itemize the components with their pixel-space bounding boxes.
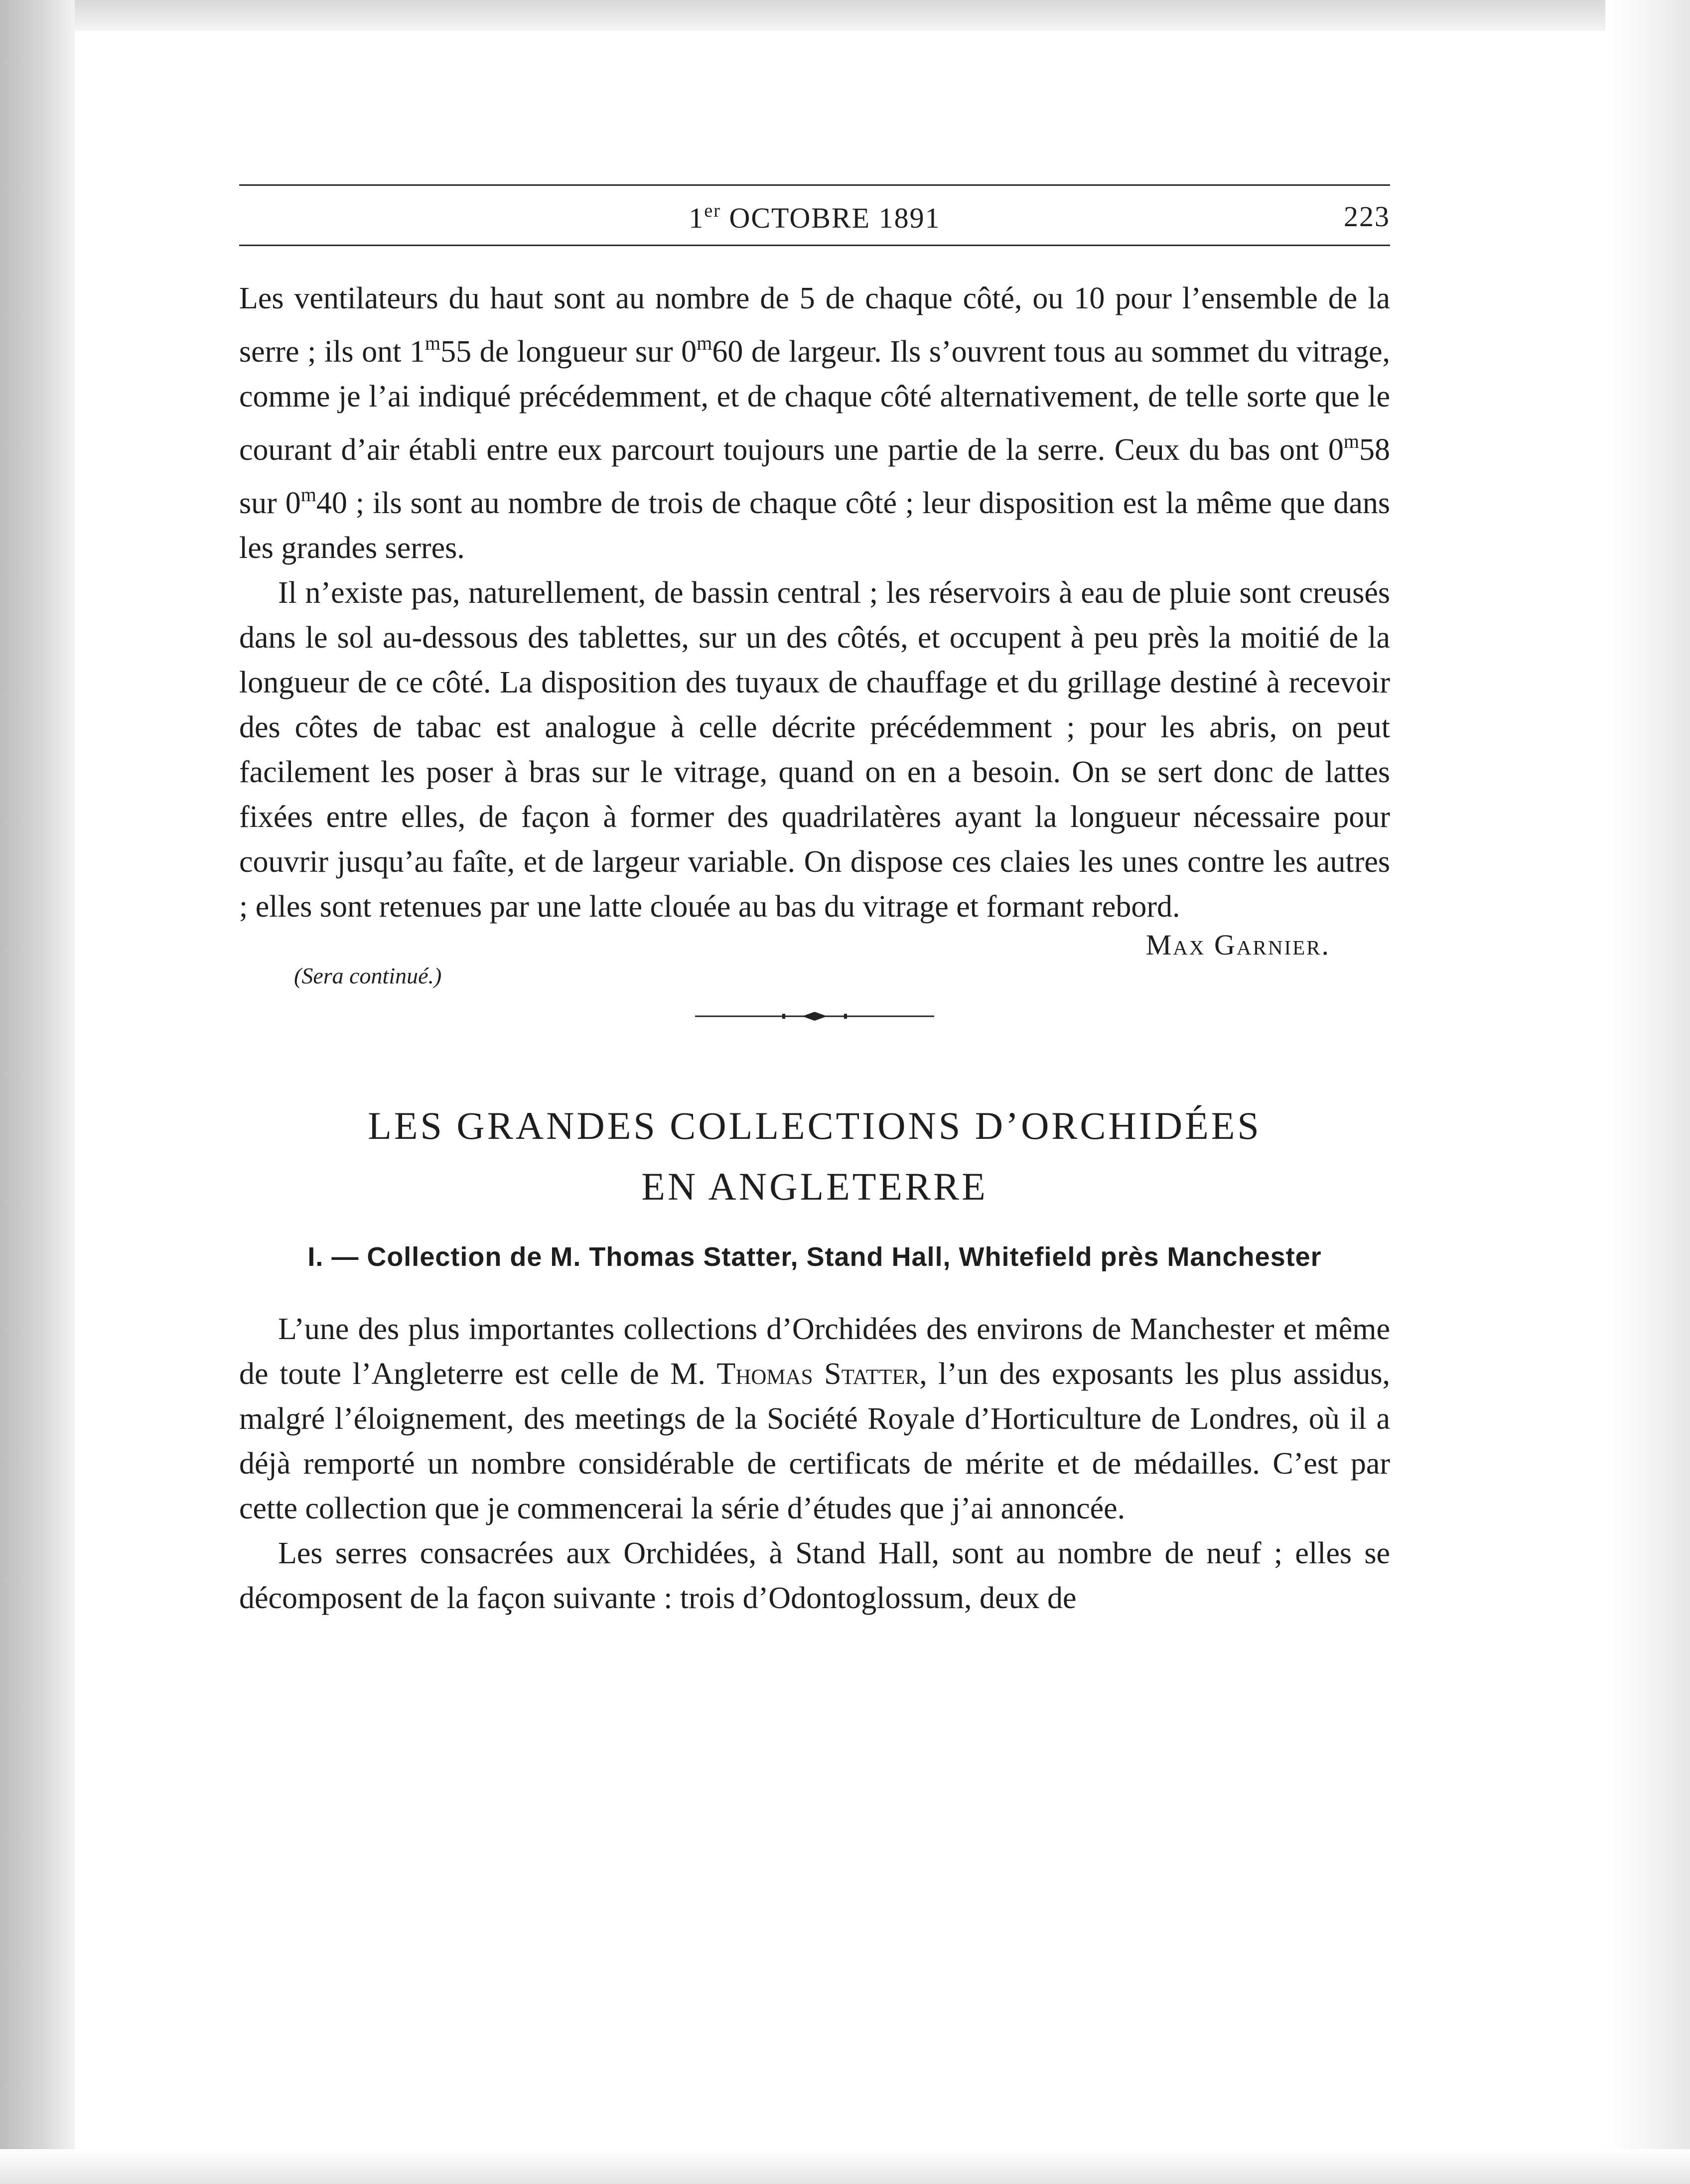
unit-meter: [1343, 430, 1359, 467]
header-rule-bottom: [239, 245, 1390, 246]
header-date-day: 1: [689, 202, 704, 234]
unit-sup: m: [300, 483, 316, 506]
scan-edge-top: [0, 0, 1690, 31]
article-subtitle: EN ANGLETERRE: [641, 1165, 988, 1208]
scan-edge-bottom: [0, 2149, 1690, 2184]
unit-sup: m: [424, 332, 441, 354]
header-date-month-year: OCTOBRE 1891: [720, 202, 941, 234]
article-ventilation: [239, 276, 1390, 1024]
text-run: Les ventilateurs du haut sont au nombre de 5 de chaque côté, ou 10 pour l’ensemble de la serre ; ils ont 1: [239, 281, 1390, 369]
text-run: 40 ; ils sont au nombre de trois de chaque côté ; leur disposition est la même que dans les grandes serres.: [239, 486, 1390, 565]
continued-note: (Sera continué.): [294, 963, 442, 988]
text-run: 58 sur 0: [239, 433, 1390, 520]
person-name: Thomas Statter: [716, 1357, 920, 1391]
scan-edge-right: [1605, 0, 1690, 2184]
paragraph-statter: [239, 1307, 1390, 1531]
text-run: L’une des plus importantes collections d’Orchidées des environs de Manchester et même de toute l’Angleterre est celle de M.: [239, 1312, 1390, 1391]
unit-meter: [424, 332, 441, 369]
scan-edge-left: [0, 0, 75, 2184]
page-number: 223: [1344, 200, 1390, 233]
unit-meter: [697, 332, 712, 369]
paragraph-bassin: Il n’existe pas, naturellement, de bassin central ; les réservoirs à eau de pluie sont creusés dans le sol au-dessous des tablettes, sur un des côtés, et occupent à peu près la moitié de la longueur de ce côté. La disposition des tuyaux de chauffage et du grillage destiné à recevoir des côtes de tabac est analogue à celle décrite précédemment ; pour les abris, on peut facilement les poser à bras sur le vitrage, quand on en a besoin. On se sert donc de lattes fixées entre elles, de façon à former des quadrilatères ayant la longueur nécessaire pour couvrir jusqu’au faîte, et de largeur variable. On dispose ces claies les unes contre les autres ; elles sont retenues par une latte clouée au bas du vitrage et formant rebord.: [239, 576, 1390, 924]
header-date: [239, 200, 1390, 235]
separator-ornament: [695, 1009, 934, 1024]
unit-sup: m: [697, 332, 712, 354]
unit-meter: [300, 483, 316, 520]
author-signature: Max Garnier.: [1145, 929, 1330, 961]
running-header: [239, 186, 1390, 245]
article-title: LES GRANDES COLLECTIONS D’ORCHIDÉES: [368, 1104, 1262, 1147]
text-run: , l’un des exposants les plus assidus, malgré l’éloignement, des meetings de la Société Royale d’Horticulture de Londres, où il a déjà remporté un nombre considérable de certificats de mérite et de médailles. C’est par cette collection que je commencerai la série d’études que j’ai annoncée.: [239, 1357, 1390, 1525]
text-run: 55 de longueur sur 0: [440, 335, 697, 369]
header-date-ordinal: er: [704, 200, 721, 221]
paragraph-serres: Les serres consacrées aux Orchidées, à Stand Hall, sont au nombre de neuf ; elles se décomposent de la façon suivante : trois d’Odontoglossum, deux de: [239, 1536, 1390, 1615]
section-heading: I. — Collection de M. Thomas Statter, Stand Hall, Whitefield près Manchester: [307, 1242, 1322, 1272]
text-run: 60 de largeur. Ils s’ouvrent tous au sommet du vitrage, comme je l’ai indiqué précédemment, et de chaque côté alternativement, de telle sorte que le courant d’air établi entre eux parcourt toujours une partie de la serre. Ceux du bas ont 0: [239, 335, 1390, 467]
paragraph-ventilateurs: [239, 276, 1390, 570]
document-page: [239, 184, 1390, 1621]
unit-sup: m: [1343, 430, 1359, 452]
article-orchidees: [239, 1307, 1390, 1621]
